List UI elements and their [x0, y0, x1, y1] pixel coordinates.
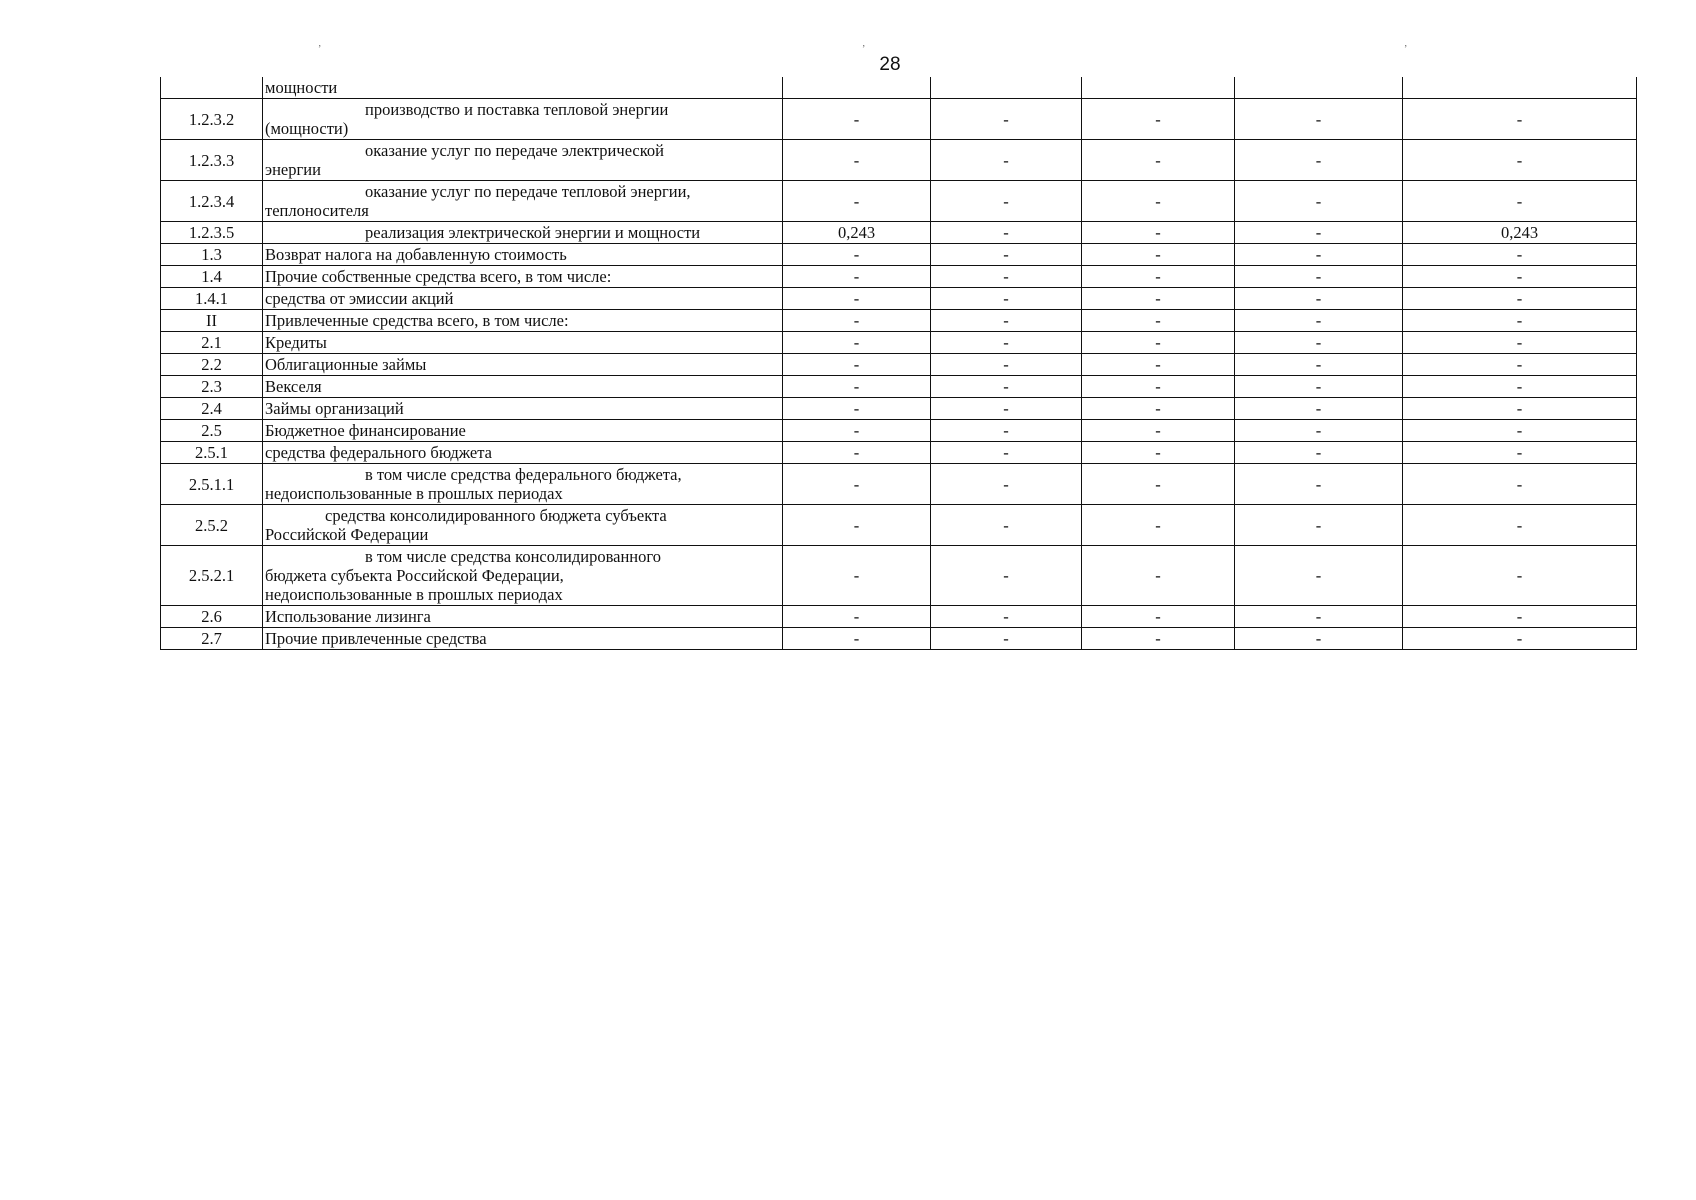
value-cell: - — [783, 332, 931, 354]
row-name-text — [265, 223, 780, 242]
row-name-cell: средства от эмиссии акций — [263, 288, 783, 310]
value-cell: - — [1082, 99, 1235, 140]
value-cell: - — [931, 181, 1082, 222]
value-cell: - — [1403, 310, 1637, 332]
value-cell: - — [1403, 442, 1637, 464]
table-row — [161, 310, 1637, 332]
value-cell: - — [1235, 420, 1403, 442]
value-cell: - — [931, 266, 1082, 288]
value-cell: - — [1235, 376, 1403, 398]
value-cell: - — [783, 420, 931, 442]
table-row — [161, 442, 1637, 464]
value-cell: - — [1403, 244, 1637, 266]
value-cell: - — [1082, 310, 1235, 332]
value-cell: - — [1403, 99, 1637, 140]
row-name-continuation: (мощности) — [265, 119, 349, 138]
table-row — [161, 244, 1637, 266]
table-row — [161, 332, 1637, 354]
value-cell: - — [1235, 398, 1403, 420]
row-name-first-line: оказание услуг по передаче тепловой энергии, — [365, 182, 691, 201]
value-cell: - — [1082, 181, 1235, 222]
value-cell: - — [931, 310, 1082, 332]
row-number-cell: 1.4.1 — [161, 288, 263, 310]
table-row — [161, 420, 1637, 442]
row-name-continuation: теплоносителя — [265, 201, 369, 220]
value-cell: - — [783, 354, 931, 376]
value-cell: - — [1403, 181, 1637, 222]
value-cell: - — [1235, 288, 1403, 310]
table-row — [161, 99, 1637, 140]
value-cell — [1082, 77, 1235, 99]
value-cell: - — [1235, 140, 1403, 181]
value-cell: - — [783, 288, 931, 310]
row-name-continuation: недоиспользованные в прошлых периодах — [265, 585, 563, 604]
row-name-first-line: оказание услуг по передаче электрической — [365, 141, 665, 160]
value-cell: - — [1403, 505, 1637, 546]
value-cell: - — [931, 442, 1082, 464]
value-cell: - — [1082, 354, 1235, 376]
value-cell: - — [1082, 546, 1235, 606]
value-cell: - — [931, 376, 1082, 398]
value-cell: - — [1082, 140, 1235, 181]
row-name-cell — [263, 505, 783, 546]
value-cell: - — [1082, 606, 1235, 628]
table-row — [161, 140, 1637, 181]
row-name-cell: Займы организаций — [263, 398, 783, 420]
value-cell: - — [1235, 332, 1403, 354]
row-number-cell: 2.5 — [161, 420, 263, 442]
value-cell: - — [783, 181, 931, 222]
table-row — [161, 181, 1637, 222]
row-name-cell — [263, 181, 783, 222]
value-cell: - — [931, 398, 1082, 420]
row-name-cell: Векселя — [263, 376, 783, 398]
value-cell: - — [1403, 628, 1637, 650]
row-name-cell: Облигационные займы — [263, 354, 783, 376]
value-cell: - — [1235, 266, 1403, 288]
row-name-first-line: в том числе средства консолидированного — [365, 547, 661, 566]
value-cell: - — [1235, 310, 1403, 332]
value-cell: - — [1082, 442, 1235, 464]
row-name-text — [265, 547, 780, 604]
row-number-cell: 2.5.1 — [161, 442, 263, 464]
value-cell: - — [783, 140, 931, 181]
value-cell: - — [783, 99, 931, 140]
financing-sources-table — [160, 77, 1637, 650]
value-cell: - — [783, 606, 931, 628]
value-cell: - — [1403, 546, 1637, 606]
row-name-cell — [263, 99, 783, 140]
value-cell: - — [1082, 398, 1235, 420]
row-name-cell: Прочие привлеченные средства — [263, 628, 783, 650]
value-cell: - — [1403, 288, 1637, 310]
row-name-first-line: в том числе средства федерального бюджета, — [365, 465, 682, 484]
value-cell: - — [1403, 266, 1637, 288]
value-cell: - — [1235, 181, 1403, 222]
row-number-cell: 1.2.3.2 — [161, 99, 263, 140]
value-cell: - — [1082, 464, 1235, 505]
row-name-cell — [263, 140, 783, 181]
row-name-cell: Привлеченные средства всего, в том числе: — [263, 310, 783, 332]
table-row — [161, 606, 1637, 628]
table-row — [161, 354, 1637, 376]
value-cell: - — [783, 398, 931, 420]
row-number-cell: 2.1 — [161, 332, 263, 354]
table-row — [161, 288, 1637, 310]
value-cell: - — [783, 442, 931, 464]
row-name-text — [265, 465, 780, 503]
row-name-first-line: реализация электрической энергии и мощности — [365, 223, 701, 242]
value-cell: 0,243 — [1403, 222, 1637, 244]
row-number-cell: 1.2.3.3 — [161, 140, 263, 181]
value-cell: 0,243 — [783, 222, 931, 244]
row-name-cell — [263, 464, 783, 505]
table-row — [161, 464, 1637, 505]
row-number-cell: 1.2.3.4 — [161, 181, 263, 222]
value-cell: - — [1235, 442, 1403, 464]
value-cell: - — [1235, 244, 1403, 266]
row-number-cell: 1.4 — [161, 266, 263, 288]
value-cell — [783, 77, 931, 99]
row-name-text — [265, 506, 780, 544]
row-name-cell: Бюджетное финансирование — [263, 420, 783, 442]
table-row — [161, 376, 1637, 398]
row-number-cell: 1.3 — [161, 244, 263, 266]
value-cell: - — [1082, 244, 1235, 266]
row-name-text — [265, 100, 780, 138]
value-cell: - — [931, 464, 1082, 505]
row-number-cell: II — [161, 310, 263, 332]
value-cell: - — [783, 546, 931, 606]
value-cell: - — [1082, 332, 1235, 354]
row-name-cell: Возврат налога на добавленную стоимость — [263, 244, 783, 266]
row-name-cell: Кредиты — [263, 332, 783, 354]
value-cell: - — [1235, 222, 1403, 244]
row-name-cell: Прочие собственные средства всего, в том числе: — [263, 266, 783, 288]
value-cell: - — [931, 222, 1082, 244]
table-row-continuation — [161, 77, 1637, 99]
table-row — [161, 628, 1637, 650]
value-cell: - — [931, 505, 1082, 546]
row-number-cell: 2.3 — [161, 376, 263, 398]
row-number-cell: 2.2 — [161, 354, 263, 376]
value-cell: - — [783, 310, 931, 332]
row-number-cell — [161, 77, 263, 99]
row-name-continuation: недоиспользованные в прошлых периодах — [265, 484, 563, 503]
value-cell: - — [931, 420, 1082, 442]
row-number-cell: 1.2.3.5 — [161, 222, 263, 244]
value-cell: - — [931, 99, 1082, 140]
row-name-text — [265, 182, 780, 220]
value-cell: - — [931, 354, 1082, 376]
value-cell: - — [1403, 420, 1637, 442]
row-name-cell: средства федерального бюджета — [263, 442, 783, 464]
value-cell: - — [1403, 464, 1637, 505]
value-cell: - — [1082, 222, 1235, 244]
value-cell: - — [931, 140, 1082, 181]
value-cell: - — [1082, 505, 1235, 546]
row-number-cell: 2.5.1.1 — [161, 464, 263, 505]
row-name-continuation: Российской Федерации — [265, 525, 429, 544]
scan-speck: ʼ — [318, 44, 322, 55]
value-cell: - — [783, 505, 931, 546]
table-row — [161, 546, 1637, 606]
value-cell: - — [783, 376, 931, 398]
value-cell: - — [783, 628, 931, 650]
value-cell: - — [931, 244, 1082, 266]
value-cell — [1235, 77, 1403, 99]
row-name-first-line: средства консолидированного бюджета субъекта — [325, 506, 667, 525]
row-name-continuation: бюджета субъекта Российской Федерации, — [265, 566, 564, 585]
value-cell: - — [1235, 354, 1403, 376]
value-cell: - — [1082, 376, 1235, 398]
value-cell: - — [931, 628, 1082, 650]
value-cell: - — [1235, 606, 1403, 628]
value-cell: - — [783, 266, 931, 288]
value-cell: - — [1235, 505, 1403, 546]
row-name-cell — [263, 546, 783, 606]
row-name-cell — [263, 222, 783, 244]
row-name-continuation: энергии — [265, 160, 321, 179]
table-row — [161, 505, 1637, 546]
value-cell: - — [1235, 628, 1403, 650]
value-cell: - — [783, 244, 931, 266]
value-cell — [931, 77, 1082, 99]
value-cell: - — [931, 288, 1082, 310]
row-name-cell: Использование лизинга — [263, 606, 783, 628]
row-number-cell: 2.5.2 — [161, 505, 263, 546]
row-number-cell: 2.4 — [161, 398, 263, 420]
table-row — [161, 222, 1637, 244]
row-number-cell: 2.6 — [161, 606, 263, 628]
value-cell: - — [1403, 376, 1637, 398]
value-cell: - — [1235, 464, 1403, 505]
row-name-first-line: производство и поставка тепловой энергии — [365, 100, 669, 119]
value-cell: - — [1403, 140, 1637, 181]
table-row — [161, 398, 1637, 420]
row-number-cell: 2.7 — [161, 628, 263, 650]
page-number: 28 — [879, 54, 901, 75]
value-cell: - — [1082, 420, 1235, 442]
table-body — [161, 77, 1637, 650]
table-row — [161, 266, 1637, 288]
value-cell: - — [783, 464, 931, 505]
row-number-cell: 2.5.2.1 — [161, 546, 263, 606]
value-cell: - — [1403, 606, 1637, 628]
value-cell: - — [1082, 288, 1235, 310]
value-cell: - — [931, 606, 1082, 628]
value-cell: - — [1403, 354, 1637, 376]
value-cell: - — [1235, 546, 1403, 606]
value-cell: - — [1403, 398, 1637, 420]
value-cell: - — [1403, 332, 1637, 354]
row-name-cell: мощности — [263, 77, 783, 99]
row-name-text — [265, 141, 780, 179]
value-cell: - — [1082, 628, 1235, 650]
value-cell: - — [1082, 266, 1235, 288]
scan-speck: ʼ — [862, 44, 866, 55]
value-cell — [1403, 77, 1637, 99]
value-cell: - — [1235, 99, 1403, 140]
scan-speck: ʼ — [1404, 44, 1408, 55]
value-cell: - — [931, 332, 1082, 354]
value-cell: - — [931, 546, 1082, 606]
